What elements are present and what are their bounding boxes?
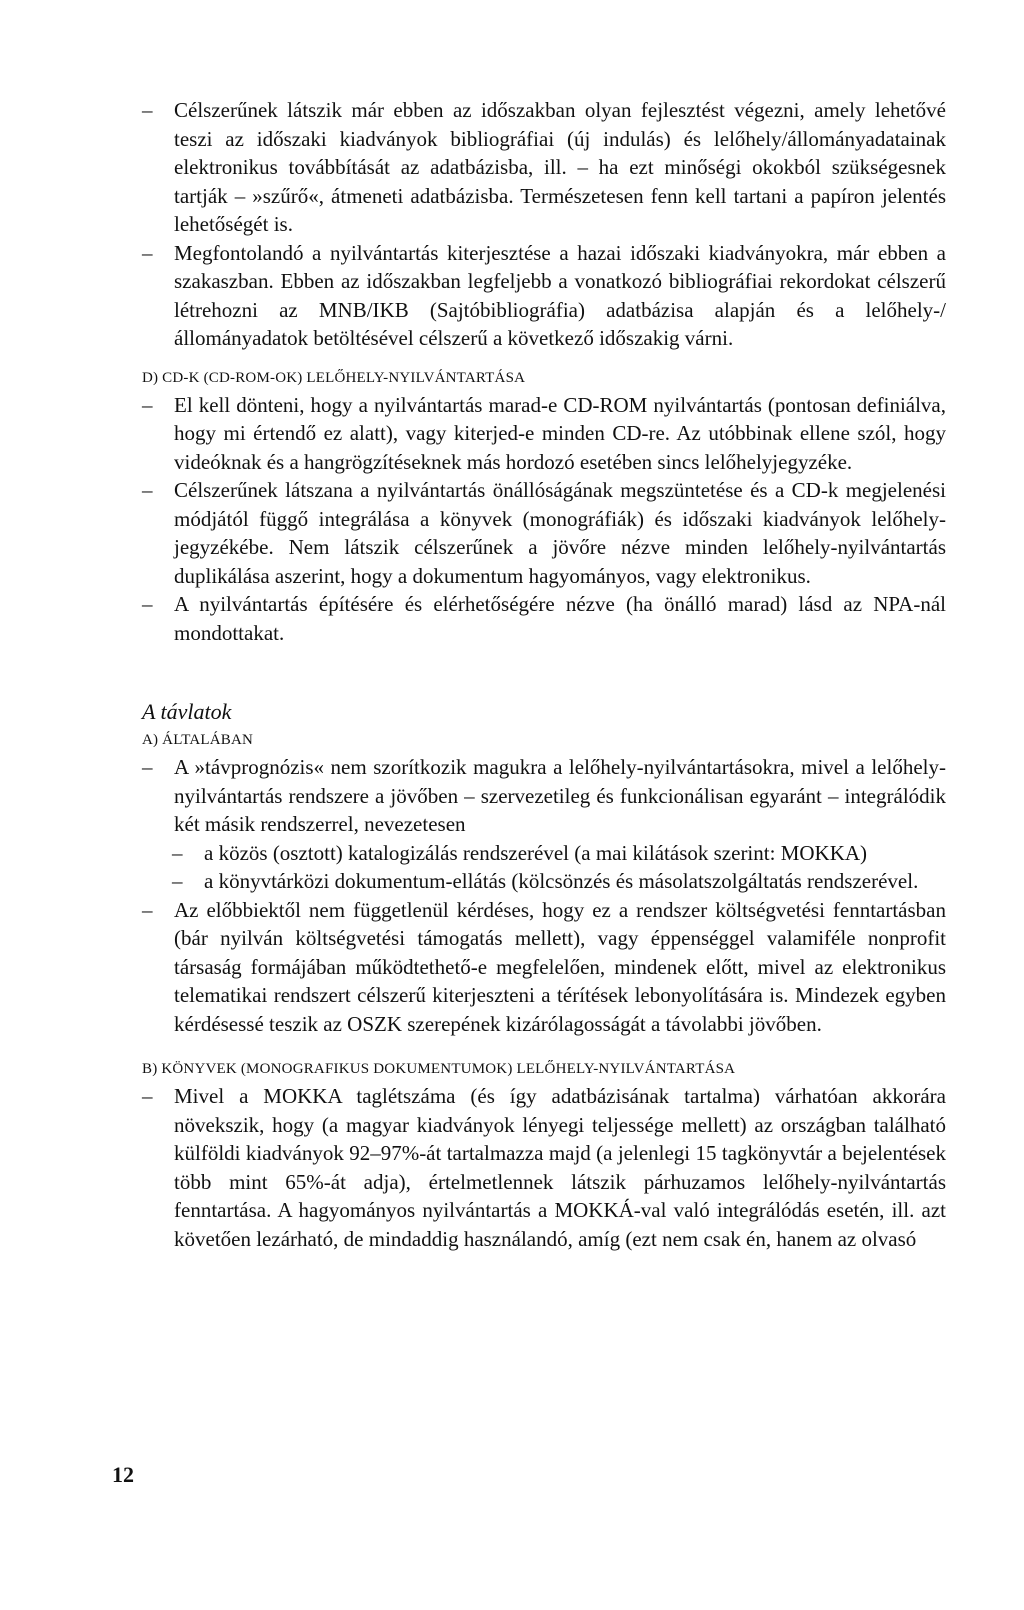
- paragraph-text: a közös (osztott) katalogizálás rendszerével (a mai kilátások szerint: MOKKA): [204, 840, 868, 865]
- paragraph-item: [142, 1082, 946, 1253]
- paragraph-item: [142, 391, 946, 477]
- list-dash: –: [172, 840, 183, 865]
- list-dash: –: [142, 478, 153, 502]
- paragraph-text: Célszerűnek látszik már ebben az időszakban olyan fejlesztést végezni, amely lehetővé teszi az időszaki kiadványok bibliográfiai (új indulás) és lelőhely/állományadatainak elektronikus továbbítását az adatbázisba, ill. – ha ezt minőségi okokból szükségesnek tartják – »szűrő«, átmeneti adatbázisba. Természetesen fenn kell tartani a papíron jelentés lehetőségét is.: [174, 98, 946, 236]
- sub-item: [142, 839, 946, 868]
- list-dash: –: [142, 897, 153, 922]
- page-number: 12: [112, 1462, 134, 1487]
- list-dash: –: [142, 98, 153, 122]
- list-dash: –: [172, 869, 183, 893]
- paragraph-text: A nyilvántartás építésére és elérhetőségére nézve (ha önálló marad) lásd az NPA-nál mondottakat.: [174, 592, 946, 645]
- paragraph-text: Az előbbiektől nem függetlenül kérdéses, hogy ez a rendszer költségvetési fenntartásban (bár nyilván költségvetési támogatás mellett), vagy éppenséggel valamiféle nonprofit társaság formájában működtethető-e megfelelően, mindenek előtt, mivel az elektronikus telematikai rendszert célszerű kiterjeszteni a térítések lebonyolítására is. Mindezek egyben kérdésessé teszik az OSZK szerepének kizárólagosságát a távolabbi jövőben.: [174, 897, 946, 1036]
- section-b-heading: B) KÖNYVEK (MONOGRAFIKUS DOKUMENTUMOK) LELŐHELY-NYILVÁNTARTÁSA: [142, 1061, 736, 1077]
- paragraph-text: A »távprognózis« nem szorítkozik magukra a lelőhely-nyilvántartásokra, mivel a lelőhely-nyilvántartás rendszere a jövőben – szervezetileg és funkcionálisan egyaránt – integrálódik két másik rendszerrel, nevezetesen: [174, 755, 946, 836]
- paragraph-item: [142, 239, 946, 353]
- page-content: [142, 96, 946, 1253]
- paragraph-item: [142, 896, 946, 1039]
- paragraph-item: [142, 753, 946, 839]
- section-a-heading: A) ÁLTALÁBAN: [142, 732, 254, 748]
- paragraph-text: a könyvtárközi dokumentum-ellátás (kölcsönzés és másolatszolgáltatás rendszerével.: [204, 869, 919, 893]
- section-title: A távlatok: [142, 699, 232, 724]
- list-dash: –: [142, 240, 153, 265]
- paragraph-item: [142, 476, 946, 590]
- paragraph-item: [142, 590, 946, 647]
- paragraph-item: [142, 96, 946, 239]
- paragraph-text: Célszerűnek látszana a nyilvántartás önállóságának megszüntetése és a CD-k megjelenési módjától függő integrálása a könyvek (monográfiák) és időszaki kiadványok lelőhely-jegyzékébe. Nem látszik célszerűnek a jövőre nézve minden lelőhely-nyilvántartás duplikálása aszerint, hogy a dokumentum hagyományos, vagy elektronikus.: [174, 478, 946, 588]
- sub-item: [142, 867, 946, 896]
- paragraph-text: El kell dönteni, hogy a nyilvántartás marad-e CD-ROM nyilvántartás (pontosan definiálva, hogy mi értendő ez alatt), vagy kiterjed-e minden CD-re. Az utóbbinak ellene szól, hogy videóknak és a hangrögzítéseknek más hordozó esetében sincs lelőhelyjegyzéke.: [174, 392, 946, 474]
- list-dash: –: [142, 755, 153, 779]
- paragraph-text: Mivel a MOKKA taglétszáma (és így adatbázisának tartalma) várhatóan akkorára növekszik, hogy (a magyar kiadványok lényegi teljessége mellett) az országban található külföldi kiadványok 92–97%-át tartalmazza majd (a jelenlegi 15 tagkönyvtár a bejelentések több mint 65%-át adja), értelmetlennek látszik párhuzamos lelőhely-nyilvántartás fenntartása. A hagyományos nyilvántartás a MOKKÁ-val való integrálódás esetén, ill. azt követően lezárható, de mindaddig használandó, amíg (ezt nem csak én, hanem az olvasó: [174, 1084, 946, 1251]
- list-dash: –: [142, 1084, 153, 1108]
- list-dash: –: [142, 392, 153, 417]
- section-d-heading: D) CD-K (CD-ROM-OK) LELŐHELY-NYILVÁNTARTÁSA: [142, 369, 526, 386]
- paragraph-text: Megfontolandó a nyilvántartás kiterjesztése a hazai időszaki kiadványokra, már ebben a szakaszban. Ebben az időszakban legfeljebb a vonatkozó bibliográfiai rekordokat célszerű létrehozni az MNB/IKB (Sajtóbibliográfia) adatbázisa alapján és a lelőhely-/állományadatok betöltésével célszerű a következő időszakig várni.: [174, 240, 946, 350]
- list-dash: –: [142, 592, 153, 616]
